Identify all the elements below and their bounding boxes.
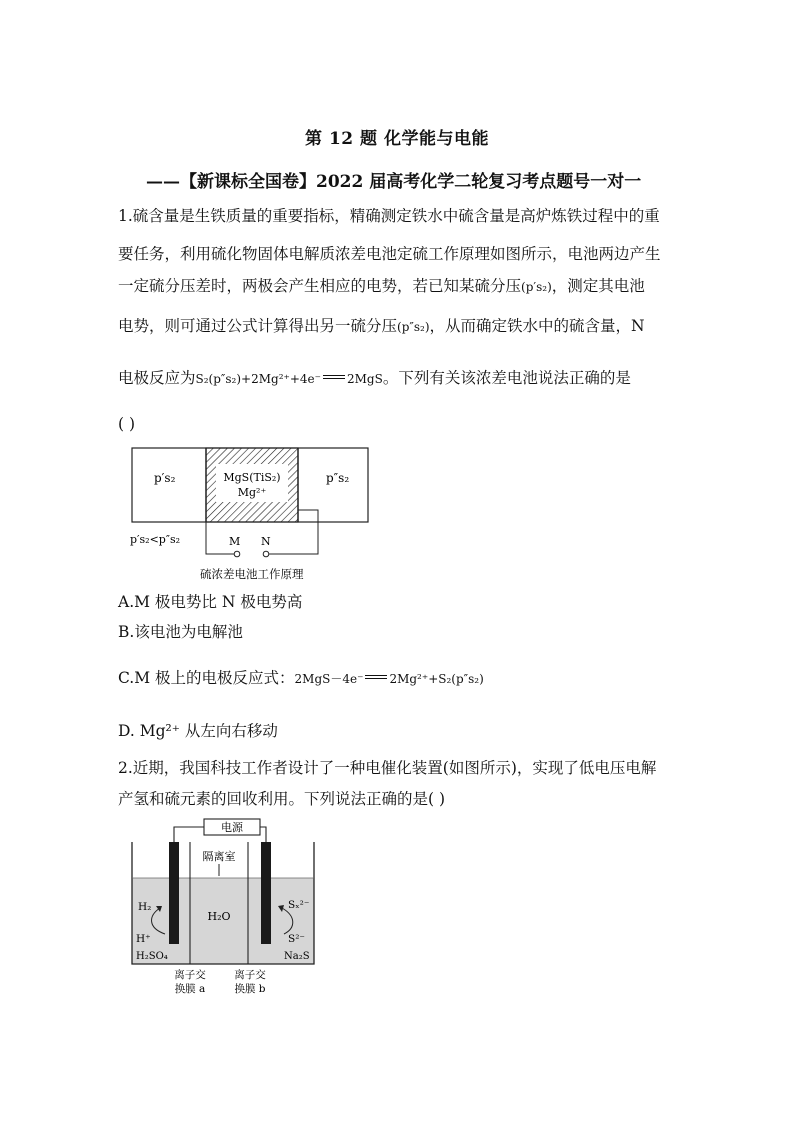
polysulfide-ion-label: Sₓ²⁻ — [288, 899, 310, 911]
q1-option-b: B.该电池为电解池 — [118, 623, 243, 641]
q1-concentration-cell-diagram — [118, 444, 378, 584]
middle-water-label: H₂O — [207, 910, 231, 923]
q1-line-5-text-b: 。下列有关该浓差电池说法正确的是 — [382, 369, 631, 387]
q1-option-a: A.M 极电势比 N 极电势高 — [118, 593, 303, 611]
membrane-a-label-line-1: 离子交 — [174, 969, 206, 981]
q1-line-3 — [118, 276, 645, 297]
q1-partial-pressure-prime: (p′s₂) — [521, 280, 552, 294]
membrane-a-label-line-2: 换膜 a — [174, 983, 206, 995]
terminal-m — [234, 551, 240, 557]
electrolyte-ion-label: Mg²⁺ — [237, 486, 267, 499]
left-power-wire — [174, 827, 204, 842]
terminal-n — [263, 551, 269, 557]
q1-line-4-text-b: ，从而确定铁水中的硫含量，N — [429, 317, 645, 335]
equation-equals-sign — [365, 675, 387, 679]
right-solution-label: Na₂S — [284, 951, 310, 962]
q2-line-1: 2.近期，我国科技工作者设计了一种电催化装置(如图所示)，实现了低电压电解 — [118, 759, 657, 777]
diagram-caption: 硫浓差电池工作原理 — [200, 567, 304, 581]
electrolyte-formula-label: MgS(TiS₂) — [223, 471, 281, 484]
left-electrode — [169, 842, 179, 944]
q1-line-4 — [118, 316, 645, 337]
pressure-condition-label: p′s₂<p″s₂ — [130, 533, 181, 546]
isolation-chamber-label: 隔离室 — [202, 850, 236, 863]
q1-line-2: 要任务，利用硫化物固体电解质浓差电池定硫工作原理如图所示，电池两边产生 — [118, 245, 661, 263]
power-source-label: 电源 — [221, 821, 243, 834]
left-partial-pressure-label: p′s₂ — [154, 471, 176, 485]
q1-line-3-text-b: ，测定其电池 — [551, 277, 645, 295]
hydrogen-gas-label: H₂ — [138, 901, 152, 913]
sulfide-ion-label: S²⁻ — [288, 933, 305, 945]
q2-line-2: 产氢和硫元素的回收利用。下列说法正确的是( ) — [118, 790, 446, 808]
right-electrode — [261, 842, 271, 944]
left-solution-label: H₂SO₄ — [136, 951, 168, 962]
q1-n-electrode-equation-left: S₂(p″s₂)+2Mg²⁺+4e⁻ — [195, 372, 321, 386]
q1-line-5 — [118, 368, 631, 389]
q1-option-c-equation-left: 2MgS－4e⁻ — [294, 672, 364, 686]
right-partial-pressure-label: p″s₂ — [326, 471, 350, 485]
q1-line-3-text-a: 一定硫分压差时，两极会产生相应的电势，若已知某硫分压 — [118, 277, 522, 295]
q1-option-d: D. Mg²⁺ 从左向右移动 — [118, 722, 278, 740]
q1-option-c-equation-right: 2Mg²⁺+S₂(p″s₂) — [389, 672, 484, 686]
q1-line-4-text-a: 电势，则可通过公式计算得出另一硫分压 — [118, 317, 398, 335]
equation-equals-sign — [323, 375, 345, 379]
q1-option-c-prefix: C.M 极上的电极反应式： — [118, 669, 295, 687]
membrane-b-label-line-1: 离子交 — [234, 969, 266, 981]
right-power-wire — [260, 827, 266, 842]
q1-partial-pressure-double-prime: (p″s₂) — [397, 320, 430, 334]
q2-electrocatalysis-device-diagram — [118, 816, 318, 1002]
q1-answer-paren: ( ) — [118, 415, 136, 433]
q1-n-electrode-equation-right: 2MgS — [346, 372, 383, 386]
q1-line-1: 1.硫含量是生铁质量的重要指标，精确测定铁水中硫含量是高炉炼铁过程中的重 — [118, 207, 660, 225]
membrane-b-label-line-2: 换膜 b — [234, 983, 266, 995]
terminal-n-label: N — [261, 535, 271, 548]
q1-line-5-text-a: 电极反应为 — [118, 369, 196, 387]
terminal-m-label: M — [229, 535, 241, 548]
q1-option-c — [118, 668, 484, 689]
page-title: 第 12 题 化学能与电能 — [305, 129, 489, 149]
hydrogen-ion-label: H⁺ — [136, 933, 151, 945]
page-subtitle: ——【新课标全国卷】2022 届高考化学二轮复习考点题号一对一 — [146, 172, 642, 192]
